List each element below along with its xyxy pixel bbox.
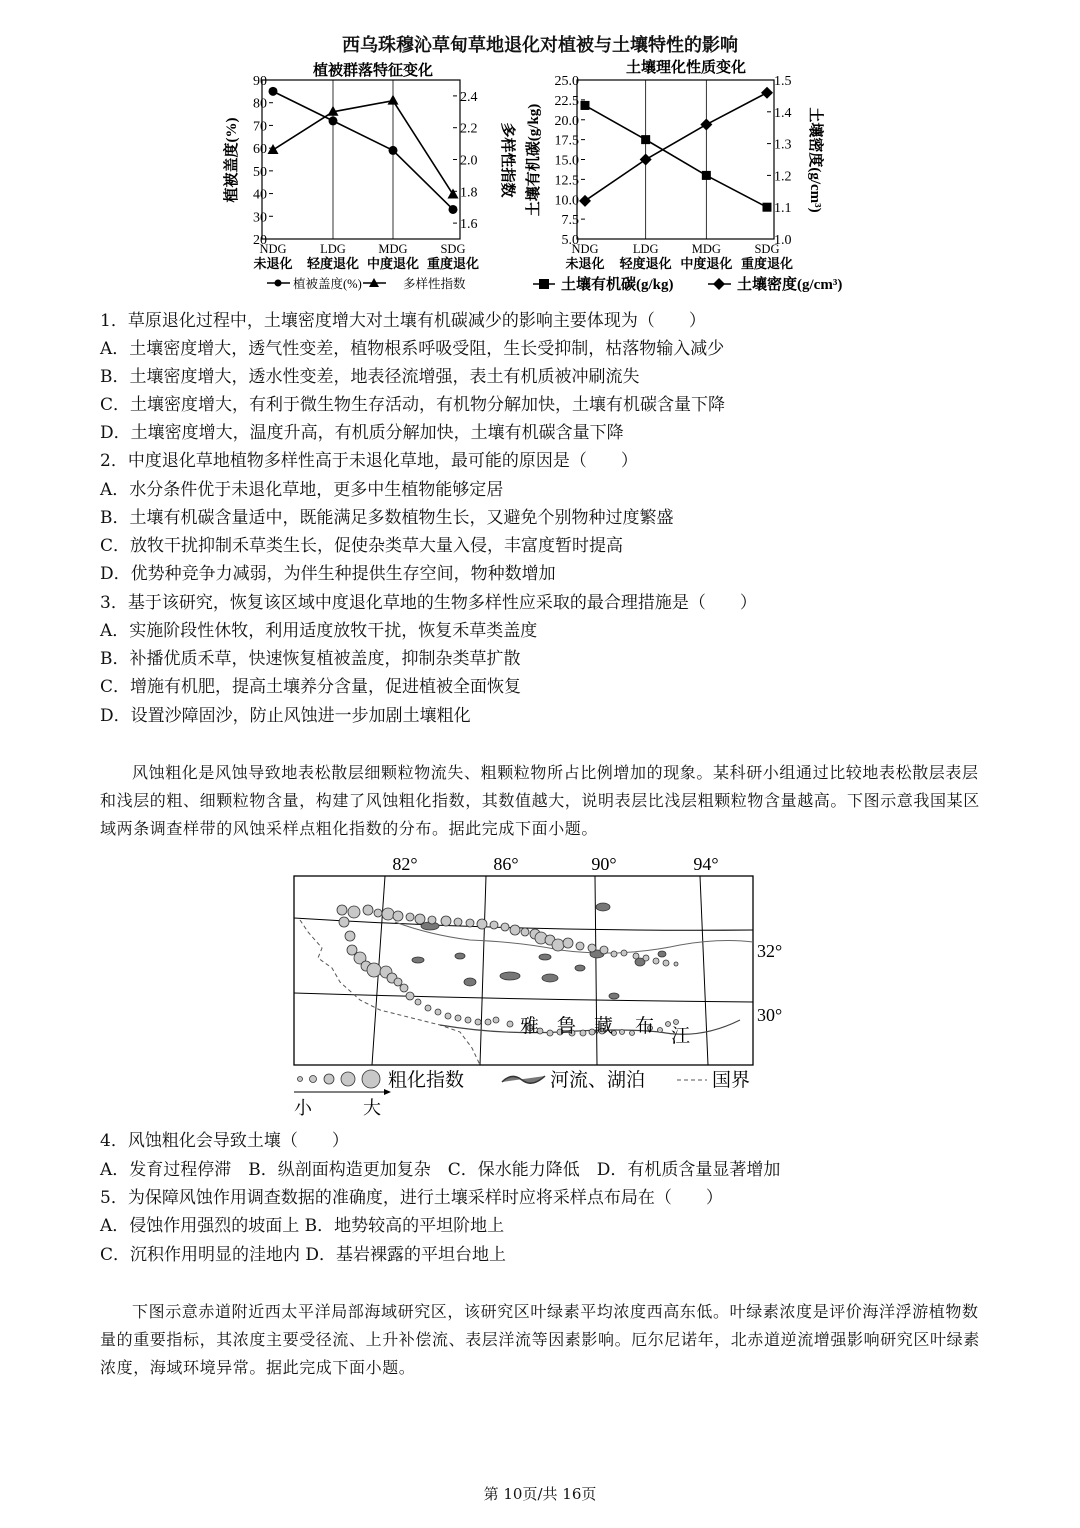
- y-tick-label: 80: [253, 96, 267, 112]
- x-tick-label-cn: 中度退化: [366, 256, 420, 271]
- x-tick-label-cn: 未退化: [565, 256, 605, 271]
- y2-tick-label: 1.6: [460, 217, 478, 233]
- question-3-stem: 3．基于该研究，恢复该区域中度退化草地的生物多样性应采取的最合理措施是（ ）: [100, 593, 757, 613]
- lon-label-94: 94°: [693, 854, 719, 874]
- y-tick-label: 70: [253, 119, 267, 135]
- y-tick-label: 30: [253, 210, 267, 226]
- legend-size-1: [298, 1077, 303, 1082]
- lake: [575, 965, 585, 971]
- sample-point: [367, 963, 381, 977]
- sample-point: [588, 944, 596, 952]
- lake: [609, 993, 619, 999]
- chart-right-series: [579, 87, 773, 212]
- figure1-svg: [0, 0, 1080, 300]
- y-tick-label: 20.0: [554, 113, 579, 129]
- chart-left-ylabel-left: 植被盖度(%): [224, 117, 240, 203]
- sample-point: [345, 931, 355, 941]
- sample-point: [621, 950, 627, 956]
- y2-tick-label: 2.4: [460, 89, 478, 105]
- y-tick-label: 90: [253, 74, 267, 89]
- legend-size-5: [362, 1070, 380, 1088]
- sample-point: [466, 919, 474, 927]
- chart-left-ylabel-right: 多样性指数: [499, 122, 515, 198]
- map-svg: [0, 850, 1080, 1120]
- map-legend: [294, 1069, 750, 1118]
- x-tick-label: SDG: [754, 242, 780, 256]
- sample-point: [339, 917, 349, 927]
- question-2-option-a: A．水分条件优于未退化草地，更多中生植物能够定居: [100, 480, 504, 500]
- question-2-stem: 2．中度退化草地植物多样性高于未退化草地，最可能的原因是（ ）: [100, 451, 638, 471]
- sample-point: [490, 921, 498, 929]
- meridian-94: [700, 876, 708, 1065]
- sample-point: [507, 1021, 513, 1027]
- series-line-0: [273, 91, 453, 209]
- data-point: [329, 116, 338, 125]
- sample-point: [653, 958, 659, 964]
- y-tick-label: 15.0: [554, 153, 579, 169]
- river-line: [395, 922, 753, 953]
- question-3-option-d: D．设置沙障固沙，防止风蚀进一步加剧土壤粗化: [100, 706, 471, 726]
- sample-point: [485, 1019, 491, 1025]
- data-point: [700, 119, 712, 131]
- question-1-option-a: A．土壤密度增大，透气性变差，植物根系呼吸受阻，生长受抑制，枯落物输入减少: [100, 339, 725, 359]
- legend-border-label: 国界: [712, 1070, 751, 1091]
- y-tick-label: 20: [253, 233, 267, 248]
- lakes: [412, 903, 666, 999]
- question-1-option-b: B．土壤密度增大，透水性变差，地表径流增强，表土有机质被冲刷流失: [100, 367, 640, 387]
- sample-point: [400, 984, 408, 992]
- question-2-option-c: C．放牧干扰抑制禾草类生长，促使杂类草大量入侵，丰富度暂时提高: [100, 536, 624, 556]
- chart-right-grid: [646, 80, 707, 239]
- x-tick-label: NDG: [571, 242, 599, 256]
- chart-left-yticks-left: [253, 74, 273, 248]
- national-border: [300, 920, 480, 1065]
- sample-point: [425, 1005, 431, 1011]
- passage-wind-erosion: 风蚀粗化是风蚀导致地表松散层细颗粒物流失、粗颗粒物所占比例增加的现象。某科研小组通过比较地表松散层表层和浅层的粗、细颗粒物含量，构建了风蚀粗化指数，其数值越大，说明表层比浅层粗颗粒物含量越高。下图示意我国某区域两条调查样带的风蚀采样点粗化指数的分布。据此完成下面小题。: [100, 763, 980, 838]
- question-2-option-b: B．土壤有机碳含量适中，既能满足多数植物生长，又避免个别物种过度繁盛: [100, 508, 674, 528]
- sample-point: [475, 1019, 481, 1025]
- sample-point: [374, 909, 382, 917]
- sample-point: [337, 905, 347, 915]
- legend-size-2: [310, 1076, 317, 1083]
- sample-point: [348, 906, 360, 918]
- chart-right-xticks: [565, 242, 793, 271]
- data-point: [449, 205, 458, 214]
- x-tick-label-cn: 轻度退化: [306, 256, 360, 271]
- y-tick-label: 22.5: [554, 93, 579, 109]
- sample-point: [501, 923, 509, 931]
- x-tick-label-cn: 重度退化: [740, 256, 794, 271]
- legend-water-symbol: [502, 1076, 545, 1083]
- page-footer: 第 10页/共 16页: [483, 1485, 597, 1503]
- chart-left-xticks: [253, 242, 479, 271]
- sample-point: [521, 928, 529, 936]
- sample-point: [510, 925, 520, 935]
- data-point: [761, 87, 773, 99]
- data-point: [388, 95, 399, 105]
- lake: [539, 954, 551, 960]
- legend-water-label: 河流、湖泊: [550, 1070, 646, 1091]
- y2-tick-label: 1.8: [460, 185, 478, 201]
- x-tick-label: LDG: [632, 242, 659, 256]
- sample-point: [435, 1009, 441, 1015]
- sample-point: [674, 962, 678, 966]
- legend-marker-coverage: [275, 280, 282, 287]
- y2-tick-label: 1.1: [774, 201, 792, 217]
- lat-label-30: 30°: [757, 1005, 783, 1025]
- data-point: [702, 171, 711, 180]
- sample-point: [580, 1030, 586, 1036]
- y-tick-label: 5.0: [561, 233, 579, 248]
- y2-tick-label: 1.4: [774, 105, 792, 121]
- question-3-option-a: A．实施阶段性休牧，利用适度放牧干扰，恢复禾草类盖度: [100, 621, 538, 641]
- x-tick-label: NDG: [259, 242, 287, 256]
- legend-size-4: [341, 1072, 355, 1086]
- y2-tick-label: 1.3: [774, 137, 792, 153]
- sample-point: [620, 1030, 625, 1035]
- y-tick-label: 40: [253, 187, 267, 203]
- lon-label-86: 86°: [493, 854, 519, 874]
- lake: [596, 903, 610, 911]
- lake: [500, 972, 520, 980]
- question-3-option-c: C．增施有机肥，提高土壤养分含量，促进植被全面恢复: [100, 677, 522, 697]
- lat-label-32: 32°: [757, 941, 783, 961]
- x-tick-label-cn: 未退化: [253, 256, 293, 271]
- chart-right-title: 土壤理化性质变化: [625, 60, 747, 76]
- data-point: [763, 203, 772, 212]
- data-point: [448, 188, 459, 198]
- parallel-30: [294, 993, 753, 1002]
- sample-point: [415, 999, 421, 1005]
- sample-point: [663, 960, 669, 966]
- chart-left-grid: [333, 80, 393, 239]
- sample-points: [337, 905, 679, 1036]
- y-tick-label: 25.0: [554, 74, 579, 89]
- sample-point: [674, 1020, 679, 1025]
- question-4-options: A．发育过程停滞 B．纵剖面构造更加复杂 C．保水能力降低 D．有机质含量显著增加: [100, 1160, 781, 1180]
- sample-point: [600, 946, 608, 954]
- lake: [658, 951, 666, 957]
- sample-point: [455, 1015, 461, 1021]
- question-1-option-d: D．土壤密度增大，温度升高，有机质分解加快，土壤有机碳含量下降: [100, 423, 624, 443]
- data-point: [581, 101, 590, 110]
- legend-label-coverage: 植被盖度(%): [293, 277, 362, 291]
- river-label-char-2: 鲁: [557, 1016, 577, 1037]
- sample-point: [630, 1031, 635, 1036]
- question-5-options-ab: A．侵蚀作用强烈的坡面上 B．地势较高的平坦阶地上: [100, 1216, 505, 1236]
- chart-right-yticks-left: [555, 74, 586, 248]
- series-line-0: [585, 105, 767, 207]
- y2-tick-label: 2.2: [460, 121, 478, 137]
- sample-point: [611, 951, 617, 957]
- sample-point: [441, 916, 451, 926]
- question-1-option-c: C．土壤密度增大，有利于微生物生存活动，有机物分解加快，土壤有机碳含量下降: [100, 395, 726, 415]
- question-2-option-d: D．优势种竞争力减弱，为伴生种提供生存空间，物种数增加: [100, 564, 556, 584]
- lake: [412, 957, 424, 963]
- y-tick-label: 10.0: [554, 193, 579, 209]
- legend-label-diversity: 多样性指数: [403, 277, 466, 291]
- sample-point: [658, 1028, 663, 1033]
- meridian-86: [480, 876, 486, 1065]
- data-point: [640, 154, 652, 166]
- question-1-stem: 1．草原退化过程中，土壤密度增大对土壤有机碳减少的影响主要体现为（ ）: [100, 311, 706, 331]
- legend-small-label: 小: [294, 1098, 312, 1118]
- chart-left-title: 植被群落特征变化: [312, 63, 434, 79]
- x-tick-label: SDG: [440, 242, 466, 256]
- y-tick-label: 60: [253, 142, 267, 158]
- x-tick-label-cn: 中度退化: [680, 256, 733, 271]
- lake: [542, 974, 558, 982]
- legend-marker-density: [713, 278, 725, 290]
- question-4-stem: 4．风蚀粗化会导致土壤（ ）: [100, 1131, 349, 1151]
- chart-right: [524, 58, 842, 293]
- sample-point: [666, 1022, 671, 1027]
- lake: [455, 953, 465, 959]
- legend-large-label: 大: [363, 1098, 381, 1118]
- chart-right-ylabel-left: 土壤有机碳(g/kg): [526, 103, 542, 217]
- sample-point: [552, 939, 564, 951]
- y-tick-label: 7.5: [561, 213, 579, 229]
- legend-label-carbon: 土壤有机碳(g/kg): [561, 277, 674, 293]
- chart-right-yticks-right: [767, 74, 792, 248]
- sample-point: [465, 1017, 471, 1023]
- x-tick-label-cn: 重度退化: [426, 256, 480, 271]
- sample-point: [428, 916, 436, 924]
- question-3-option-b: B．补播优质禾草，快速恢复植被盖度，抑制杂类草扩散: [100, 649, 521, 669]
- lon-label-82: 82°: [392, 854, 418, 874]
- y2-tick-label: 1.0: [774, 233, 792, 248]
- y-tick-label: 50: [253, 164, 267, 180]
- sample-point: [633, 953, 639, 959]
- data-point: [579, 195, 591, 207]
- x-tick-label: MDG: [378, 242, 408, 256]
- y-tick-label: 12.5: [554, 173, 579, 189]
- lake: [464, 978, 476, 986]
- sample-point: [393, 911, 403, 921]
- sample-point: [394, 978, 402, 986]
- chart-left: [222, 61, 517, 291]
- data-point: [268, 144, 279, 154]
- data-point: [389, 146, 398, 155]
- legend-size-3: [324, 1074, 334, 1084]
- sample-point: [445, 1013, 451, 1019]
- river-label-char-4: 布: [635, 1016, 655, 1037]
- sample-point: [382, 908, 394, 920]
- sample-point: [576, 942, 584, 950]
- legend-marker-carbon: [539, 279, 549, 289]
- sample-point: [363, 905, 373, 915]
- sample-point: [477, 919, 487, 929]
- data-point: [269, 87, 278, 96]
- question-5-options-cd: C．沉积作用明显的洼地内 D．基岩裸露的平坦台地上: [100, 1245, 507, 1265]
- lon-label-90: 90°: [591, 854, 617, 874]
- y2-tick-label: 1.2: [774, 169, 792, 185]
- sample-point: [493, 1017, 499, 1023]
- chart-right-ylabel-right: 土壤密度(g/cm³): [807, 107, 823, 213]
- sample-point: [563, 938, 573, 948]
- sample-point: [406, 992, 414, 1000]
- legend-index-label: 粗化指数: [388, 1070, 465, 1091]
- x-tick-label: LDG: [320, 242, 346, 256]
- river-label-char-1: 雅: [520, 1016, 540, 1037]
- sample-point: [406, 913, 414, 921]
- sample-point: [415, 914, 425, 924]
- chart-left-series: [268, 87, 459, 214]
- sample-point: [547, 1030, 553, 1036]
- legend-label-density: 土壤密度(g/cm³): [737, 277, 843, 293]
- river-label-char-3: 藏: [594, 1016, 614, 1037]
- y2-tick-label: 1.5: [774, 74, 792, 89]
- y-tick-label: 17.5: [554, 133, 579, 149]
- passage-chlorophyll: 下图示意赤道附近西太平洋局部海域研究区，该研究区叶绿素平均浓度西高东低。叶绿素浓度是评价海洋浮游植物数量的重要指标，其浓度主要受径流、上升补偿流、表层洋流等因素影响。厄尔尼诺年，北赤道逆流增强影响研究区叶绿素浓度，海域环境异常。据此完成下面小题。: [100, 1302, 980, 1377]
- question-5-stem: 5．为保障风蚀作用调查数据的准确度，进行土壤采样时应将采样点布局在（ ）: [100, 1188, 723, 1208]
- sample-point: [643, 955, 649, 961]
- figure1-title: 西乌珠穆沁草甸草地退化对植被与土壤特性的影响: [342, 35, 738, 56]
- x-tick-label: MDG: [691, 242, 721, 256]
- x-tick-label-cn: 轻度退化: [619, 256, 672, 271]
- sample-point: [454, 918, 462, 926]
- data-point: [641, 135, 650, 144]
- river-label-char-5: 江: [671, 1026, 691, 1047]
- series-line-1: [585, 93, 767, 201]
- y2-tick-label: 2.0: [460, 153, 478, 169]
- series-line-1: [273, 101, 453, 195]
